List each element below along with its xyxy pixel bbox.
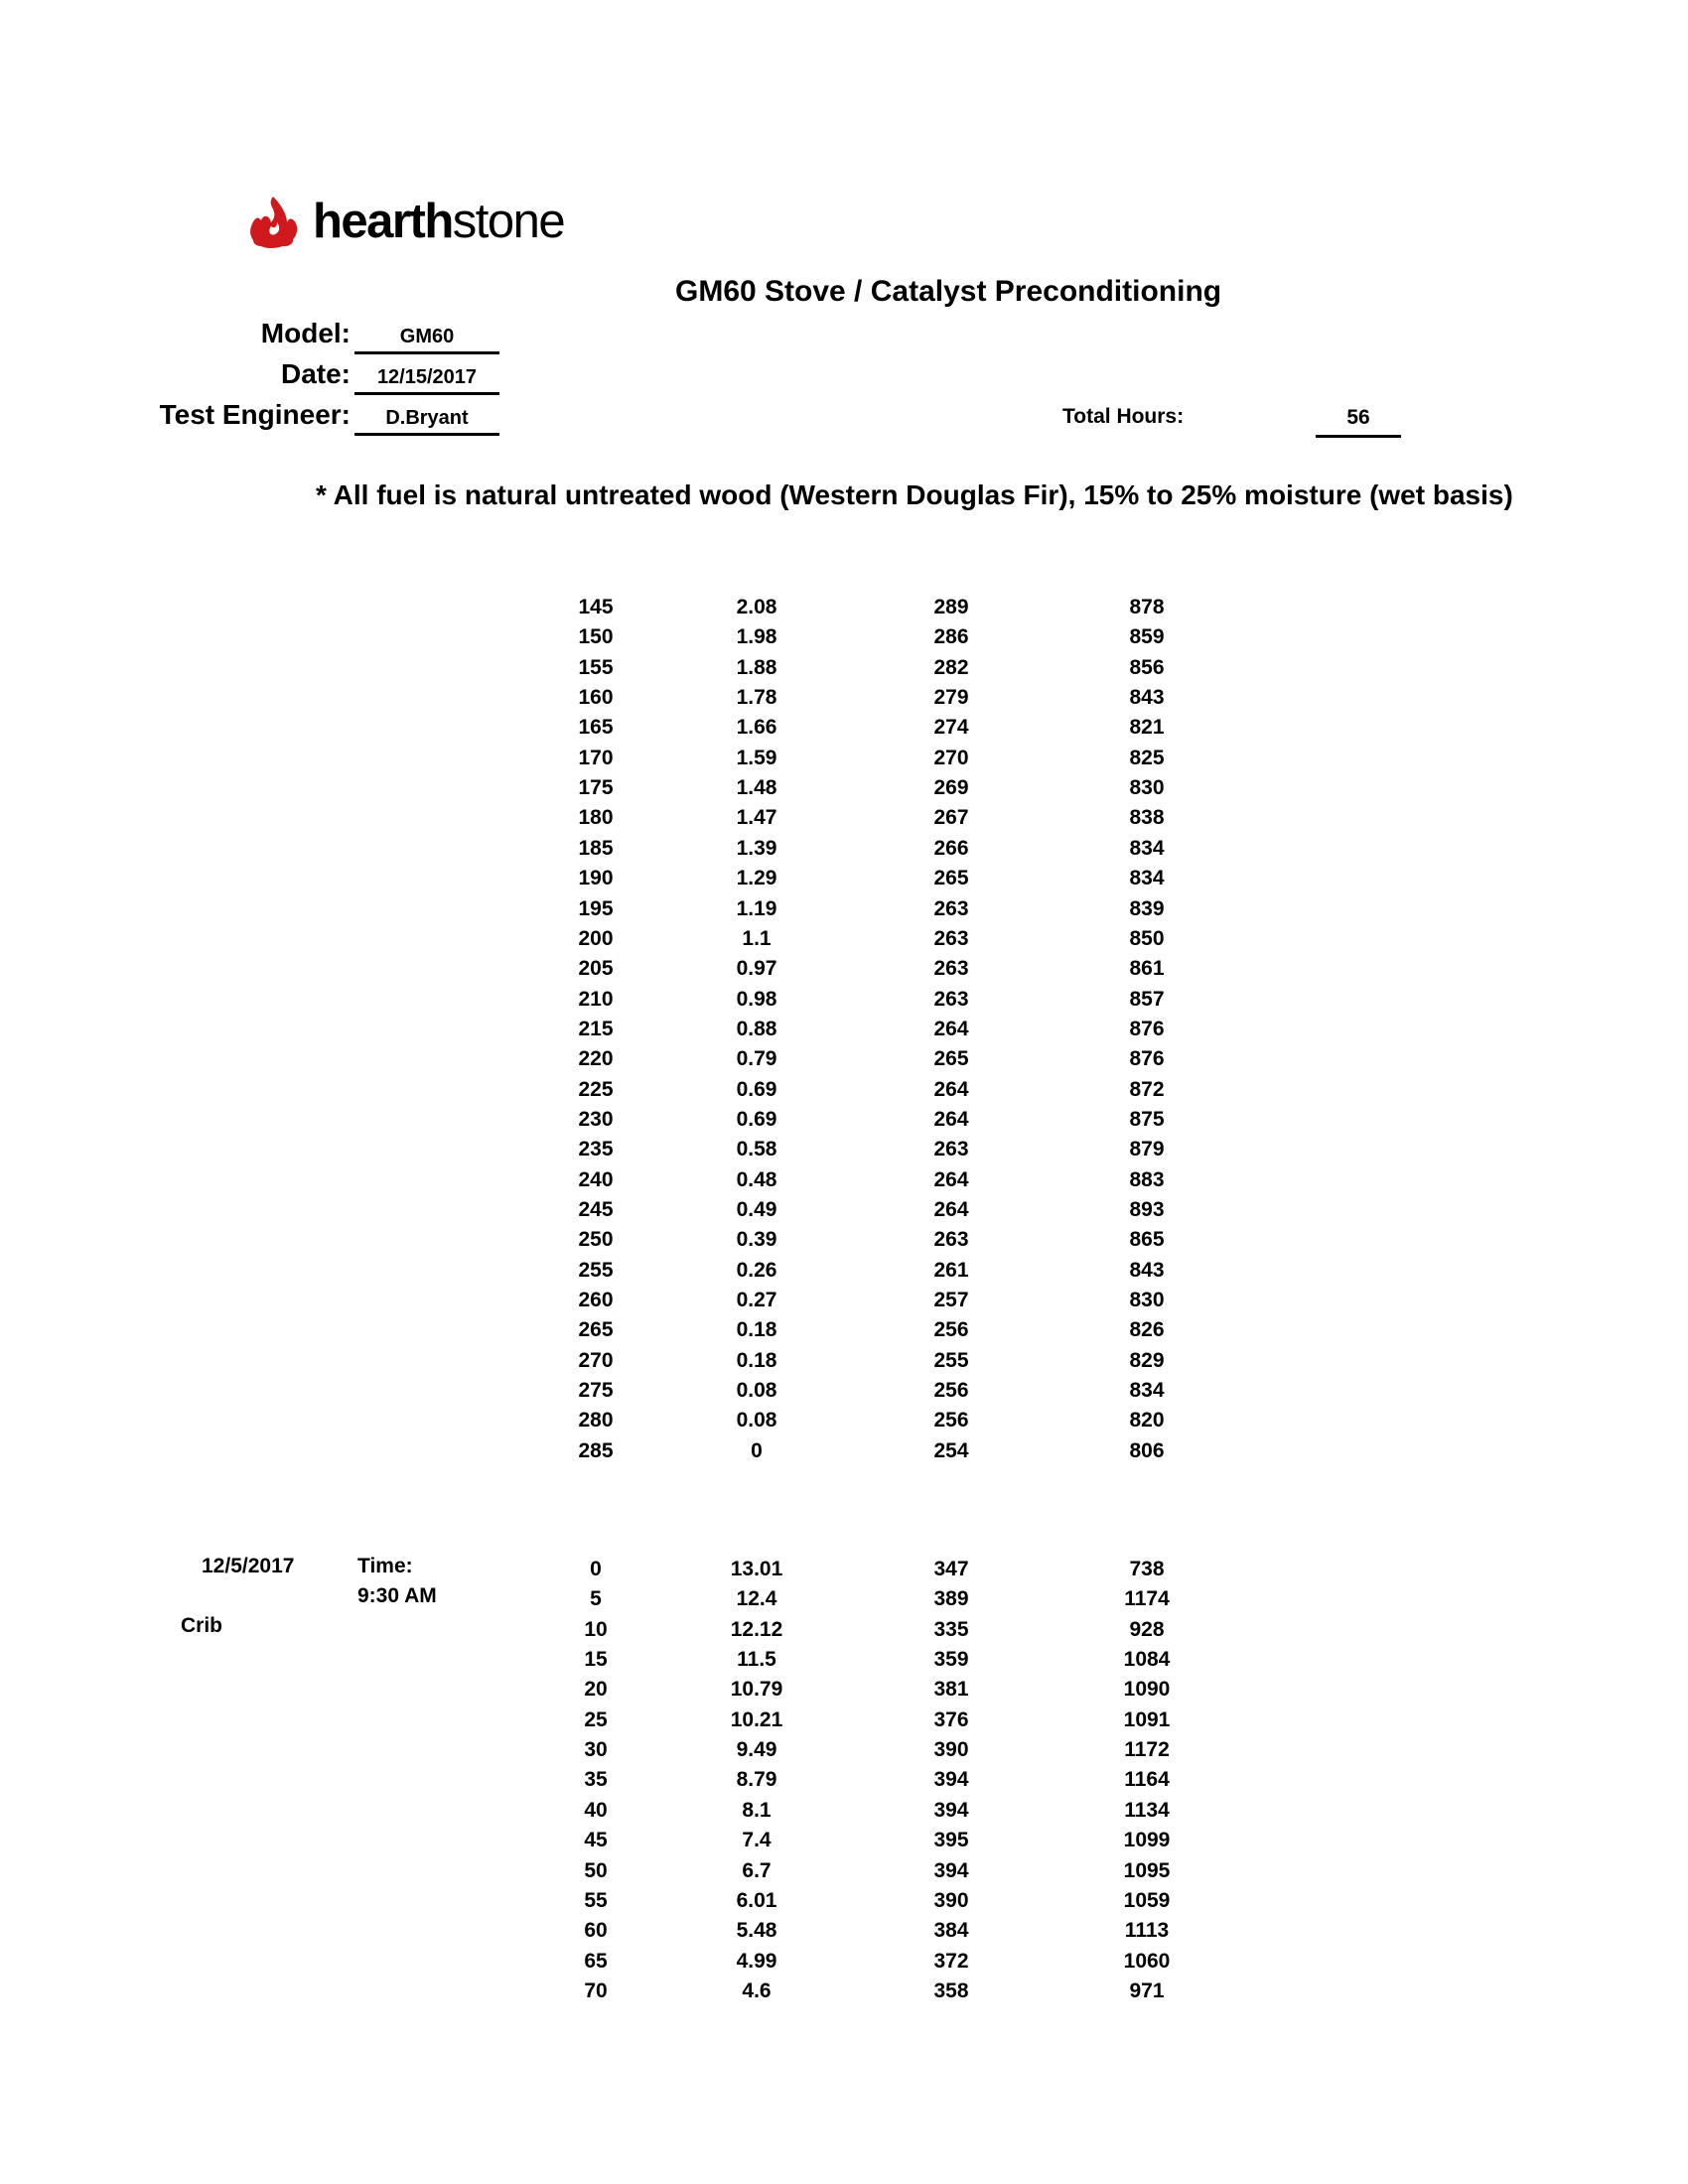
table-cell: 70 bbox=[584, 1979, 608, 2002]
table-row bbox=[0, 1376, 1688, 1406]
table-row bbox=[0, 1706, 1688, 1735]
table-cell: 1.59 bbox=[736, 746, 777, 769]
table-cell: 270 bbox=[933, 746, 969, 769]
table-row bbox=[0, 803, 1688, 833]
table-cell: 1.98 bbox=[736, 625, 777, 649]
table-cell: 1090 bbox=[1123, 1678, 1171, 1702]
table-cell: 861 bbox=[1129, 957, 1165, 981]
table-cell: 738 bbox=[1129, 1558, 1165, 1580]
table-cell: 834 bbox=[1129, 1379, 1165, 1403]
table-row bbox=[0, 1796, 1688, 1826]
table-cell: 13.01 bbox=[730, 1558, 783, 1580]
table-cell: 0.27 bbox=[736, 1289, 777, 1312]
table-cell: 165 bbox=[578, 716, 614, 740]
table-cell: 266 bbox=[933, 836, 969, 860]
table-cell: 0.69 bbox=[736, 1077, 777, 1101]
table-cell: 255 bbox=[933, 1348, 969, 1372]
table-cell: 15 bbox=[584, 1648, 608, 1672]
table-cell: 10 bbox=[584, 1617, 608, 1641]
table-row bbox=[0, 713, 1688, 743]
table-cell: 0.48 bbox=[736, 1167, 777, 1191]
total-hours-value: 56 bbox=[1316, 403, 1401, 438]
table-row bbox=[0, 593, 1688, 622]
test-engineer-label: Test Engineer: bbox=[159, 399, 351, 430]
table-cell: 0.39 bbox=[736, 1228, 777, 1252]
table-cell: 0.88 bbox=[736, 1017, 777, 1040]
table-cell: 6.7 bbox=[742, 1858, 772, 1882]
table-cell: 50 bbox=[584, 1858, 608, 1882]
table-cell: 215 bbox=[578, 1017, 614, 1040]
table-cell: 280 bbox=[578, 1409, 614, 1433]
table-cell: 261 bbox=[933, 1258, 969, 1282]
fuel-type: Crib bbox=[181, 1614, 222, 1637]
table-cell: 1.1 bbox=[742, 926, 772, 950]
table-cell: 263 bbox=[933, 896, 969, 920]
table-row bbox=[0, 985, 1688, 1015]
table-cell: 821 bbox=[1129, 716, 1165, 740]
table-cell: 8.1 bbox=[742, 1798, 772, 1822]
table-cell: 0.18 bbox=[736, 1318, 777, 1342]
table-cell: 195 bbox=[578, 896, 614, 920]
table-cell: 893 bbox=[1129, 1198, 1165, 1221]
table-row bbox=[0, 1765, 1688, 1795]
table-cell: 394 bbox=[933, 1768, 969, 1792]
table-cell: 282 bbox=[933, 655, 969, 679]
table-cell: 264 bbox=[933, 1017, 969, 1040]
table-row bbox=[0, 773, 1688, 803]
table-cell: 267 bbox=[933, 806, 969, 830]
table-cell: 0.08 bbox=[736, 1409, 777, 1433]
table-cell: 275 bbox=[578, 1379, 614, 1403]
table-cell: 10.21 bbox=[730, 1707, 783, 1731]
table-cell: 1174 bbox=[1124, 1587, 1170, 1611]
table-cell: 256 bbox=[933, 1409, 969, 1433]
table-cell: 859 bbox=[1129, 625, 1165, 649]
hearthstone-logo bbox=[241, 189, 579, 254]
table-cell: 175 bbox=[578, 776, 614, 800]
table-cell: 285 bbox=[578, 1438, 614, 1462]
table-cell: 1060 bbox=[1123, 1949, 1171, 1973]
table-cell: 865 bbox=[1129, 1228, 1165, 1252]
table-cell: 30 bbox=[584, 1738, 608, 1762]
table-cell: 6.01 bbox=[736, 1888, 777, 1912]
table-cell: 1.88 bbox=[736, 655, 777, 679]
table-cell: 825 bbox=[1129, 746, 1165, 769]
table-cell: 35 bbox=[584, 1768, 608, 1792]
table-cell: 834 bbox=[1129, 836, 1165, 860]
table-cell: 256 bbox=[933, 1318, 969, 1342]
table-cell: 876 bbox=[1129, 1017, 1165, 1040]
table-cell: 40 bbox=[584, 1798, 608, 1822]
table-cell: 0.49 bbox=[736, 1198, 777, 1221]
table-cell: 265 bbox=[933, 867, 969, 890]
table-cell: 264 bbox=[933, 1107, 969, 1131]
table-cell: 879 bbox=[1129, 1138, 1165, 1161]
table-row bbox=[0, 954, 1688, 984]
table-cell: 839 bbox=[1129, 896, 1165, 920]
table-cell: 0 bbox=[590, 1558, 602, 1580]
table-cell: 0.58 bbox=[736, 1138, 777, 1161]
table-row bbox=[0, 1947, 1688, 1977]
table-row bbox=[0, 1165, 1688, 1195]
page-title: GM60 Stove / Catalyst Preconditioning bbox=[675, 275, 1222, 308]
table-cell: 145 bbox=[578, 596, 614, 618]
table-cell: 883 bbox=[1129, 1167, 1165, 1191]
table-cell: 254 bbox=[933, 1438, 969, 1462]
table-row bbox=[0, 1977, 1688, 2006]
table-cell: 245 bbox=[578, 1198, 614, 1221]
table-cell: 263 bbox=[933, 1138, 969, 1161]
table-cell: 263 bbox=[933, 926, 969, 950]
table-cell: 359 bbox=[933, 1648, 969, 1672]
table-cell: 394 bbox=[933, 1858, 969, 1882]
table-cell: 1.19 bbox=[736, 896, 777, 920]
table-cell: 843 bbox=[1129, 686, 1165, 710]
table-row bbox=[0, 1615, 1688, 1645]
table-cell: 347 bbox=[933, 1558, 969, 1580]
table-cell: 264 bbox=[933, 1077, 969, 1101]
model-value: GM60 bbox=[354, 322, 499, 354]
table-cell: 265 bbox=[578, 1318, 614, 1342]
table-cell: 1.48 bbox=[736, 776, 777, 800]
table-cell: 0.97 bbox=[736, 957, 777, 981]
table-cell: 265 bbox=[933, 1047, 969, 1071]
table-cell: 826 bbox=[1129, 1318, 1165, 1342]
model-label: Model: bbox=[260, 318, 351, 348]
table-cell: 205 bbox=[578, 957, 614, 981]
table-cell: 0.08 bbox=[736, 1379, 777, 1403]
table-cell: 876 bbox=[1129, 1047, 1165, 1071]
table-row bbox=[0, 1346, 1688, 1376]
table-cell: 1134 bbox=[1124, 1798, 1170, 1822]
table-cell: 830 bbox=[1129, 1289, 1165, 1312]
table-cell: 376 bbox=[933, 1707, 969, 1731]
table-cell: 2.08 bbox=[736, 596, 777, 618]
table-cell: 1.39 bbox=[736, 836, 777, 860]
table-cell: 4.99 bbox=[736, 1949, 777, 1973]
table-row bbox=[0, 1315, 1688, 1345]
table-row bbox=[0, 1015, 1688, 1044]
table-cell: 25 bbox=[584, 1707, 608, 1731]
table-cell: 1095 bbox=[1123, 1858, 1171, 1882]
date-value: 12/15/2017 bbox=[354, 362, 499, 395]
table-cell: 806 bbox=[1129, 1438, 1165, 1462]
table-cell: 830 bbox=[1129, 776, 1165, 800]
table-row bbox=[0, 1645, 1688, 1675]
table-cell: 255 bbox=[578, 1258, 614, 1282]
table-cell: 0.18 bbox=[736, 1348, 777, 1372]
table-cell: 45 bbox=[584, 1829, 608, 1852]
table-cell: 170 bbox=[578, 746, 614, 769]
table-cell: 150 bbox=[578, 625, 614, 649]
table-cell: 264 bbox=[933, 1198, 969, 1221]
table-cell: 838 bbox=[1129, 806, 1165, 830]
table-cell: 834 bbox=[1129, 867, 1165, 890]
table-cell: 829 bbox=[1129, 1348, 1165, 1372]
table-cell: 0.26 bbox=[736, 1258, 777, 1282]
table-row bbox=[0, 622, 1688, 652]
table-cell: 358 bbox=[933, 1979, 969, 2002]
table-cell: 260 bbox=[578, 1289, 614, 1312]
table-cell: 230 bbox=[578, 1107, 614, 1131]
logo-wordmark: hearthstone bbox=[313, 195, 565, 248]
table-cell: 1.66 bbox=[736, 716, 777, 740]
table-cell: 1099 bbox=[1123, 1829, 1171, 1852]
table-cell: 843 bbox=[1129, 1258, 1165, 1282]
table-cell: 263 bbox=[933, 957, 969, 981]
table-cell: 65 bbox=[584, 1949, 608, 1973]
table-row bbox=[0, 1916, 1688, 1946]
time-value: 9:30 AM bbox=[357, 1584, 437, 1607]
table-cell: 185 bbox=[578, 836, 614, 860]
table-cell: 270 bbox=[578, 1348, 614, 1372]
table-cell: 263 bbox=[933, 1228, 969, 1252]
table-cell: 928 bbox=[1129, 1617, 1165, 1641]
table-cell: 1.78 bbox=[736, 686, 777, 710]
table-cell: 263 bbox=[933, 987, 969, 1011]
table-row bbox=[0, 1105, 1688, 1135]
table-cell: 220 bbox=[578, 1047, 614, 1071]
table-cell: 0 bbox=[751, 1438, 763, 1462]
table-cell: 210 bbox=[578, 987, 614, 1011]
table-cell: 820 bbox=[1129, 1409, 1165, 1433]
table-cell: 5 bbox=[590, 1587, 602, 1611]
table-cell: 335 bbox=[933, 1617, 969, 1641]
table-row bbox=[0, 1555, 1688, 1584]
table-cell: 878 bbox=[1129, 596, 1165, 618]
table-row bbox=[0, 1826, 1688, 1855]
table-row bbox=[0, 1075, 1688, 1105]
table-cell: 155 bbox=[578, 655, 614, 679]
table-row bbox=[0, 683, 1688, 713]
table-row bbox=[0, 1406, 1688, 1435]
table-cell: 60 bbox=[584, 1919, 608, 1943]
table-cell: 381 bbox=[933, 1678, 969, 1702]
table-cell: 12.4 bbox=[736, 1587, 777, 1611]
table-cell: 395 bbox=[933, 1829, 969, 1852]
table-cell: 289 bbox=[933, 596, 969, 618]
table-cell: 11.5 bbox=[737, 1648, 776, 1672]
table-cell: 390 bbox=[933, 1888, 969, 1912]
table-cell: 1.47 bbox=[736, 806, 777, 830]
table-cell: 1091 bbox=[1123, 1707, 1171, 1731]
table-cell: 1172 bbox=[1124, 1738, 1170, 1762]
table-cell: 1059 bbox=[1123, 1888, 1171, 1912]
table-cell: 384 bbox=[933, 1919, 969, 1943]
table-row bbox=[0, 1286, 1688, 1315]
table-cell: 394 bbox=[933, 1798, 969, 1822]
table-cell: 856 bbox=[1129, 655, 1165, 679]
table-row bbox=[0, 1886, 1688, 1916]
table-cell: 7.4 bbox=[742, 1829, 772, 1852]
table-cell: 55 bbox=[584, 1888, 608, 1912]
table-cell: 269 bbox=[933, 776, 969, 800]
table-cell: 200 bbox=[578, 926, 614, 950]
table-row bbox=[0, 864, 1688, 893]
total-hours-label: Total Hours: bbox=[1062, 405, 1185, 428]
table-cell: 0.98 bbox=[736, 987, 777, 1011]
table-cell: 372 bbox=[933, 1949, 969, 1973]
table-row bbox=[0, 924, 1688, 954]
time-label: Time: bbox=[357, 1555, 413, 1577]
table-cell: 850 bbox=[1129, 926, 1165, 950]
table-cell: 10.79 bbox=[730, 1678, 783, 1702]
table-cell: 1084 bbox=[1123, 1648, 1171, 1672]
table-cell: 257 bbox=[933, 1289, 969, 1312]
table-cell: 225 bbox=[578, 1077, 614, 1101]
table-cell: 286 bbox=[933, 625, 969, 649]
table-row bbox=[0, 1225, 1688, 1255]
table-row bbox=[0, 1735, 1688, 1765]
table-cell: 875 bbox=[1129, 1107, 1165, 1131]
table-cell: 180 bbox=[578, 806, 614, 830]
table-cell: 0.79 bbox=[736, 1047, 777, 1071]
table-cell: 971 bbox=[1129, 1979, 1165, 2002]
table-cell: 12.12 bbox=[730, 1617, 783, 1641]
table-cell: 250 bbox=[578, 1228, 614, 1252]
table-row bbox=[0, 653, 1688, 683]
session-date: 12/5/2017 bbox=[202, 1555, 295, 1577]
table-cell: 857 bbox=[1129, 987, 1165, 1011]
flame-icon bbox=[241, 193, 305, 250]
table-cell: 256 bbox=[933, 1379, 969, 1403]
table-cell: 1.29 bbox=[736, 867, 777, 890]
fuel-note: * All fuel is natural untreated wood (Western Douglas Fir), 15% to 25% moisture (wet basis) bbox=[316, 479, 1513, 510]
table-cell: 235 bbox=[578, 1138, 614, 1161]
test-engineer-value: D.Bryant bbox=[354, 403, 499, 436]
table-row bbox=[0, 744, 1688, 773]
table-row bbox=[0, 834, 1688, 864]
table-cell: 1164 bbox=[1124, 1768, 1170, 1792]
table-row bbox=[0, 1436, 1688, 1466]
table-row bbox=[0, 1044, 1688, 1074]
table-cell: 0.69 bbox=[736, 1107, 777, 1131]
table-cell: 8.79 bbox=[736, 1768, 777, 1792]
table-row bbox=[0, 894, 1688, 924]
table-row bbox=[0, 1856, 1688, 1886]
table-cell: 390 bbox=[933, 1738, 969, 1762]
table-cell: 240 bbox=[578, 1167, 614, 1191]
table-cell: 20 bbox=[584, 1678, 608, 1702]
table-cell: 1113 bbox=[1124, 1919, 1170, 1943]
table-row bbox=[0, 1584, 1688, 1614]
table-row bbox=[0, 1256, 1688, 1286]
table-row bbox=[0, 1135, 1688, 1164]
table-cell: 5.48 bbox=[736, 1919, 777, 1943]
table-cell: 4.6 bbox=[742, 1979, 772, 2002]
table-cell: 279 bbox=[933, 686, 969, 710]
table-cell: 389 bbox=[933, 1587, 969, 1611]
table-cell: 274 bbox=[933, 716, 969, 740]
table-cell: 9.49 bbox=[736, 1738, 777, 1762]
table-cell: 872 bbox=[1129, 1077, 1165, 1101]
table-row bbox=[0, 1195, 1688, 1225]
table-cell: 190 bbox=[578, 867, 614, 890]
table-row bbox=[0, 1675, 1688, 1705]
date-label: Date: bbox=[280, 358, 351, 389]
table-cell: 160 bbox=[578, 686, 614, 710]
table-cell: 264 bbox=[933, 1167, 969, 1191]
